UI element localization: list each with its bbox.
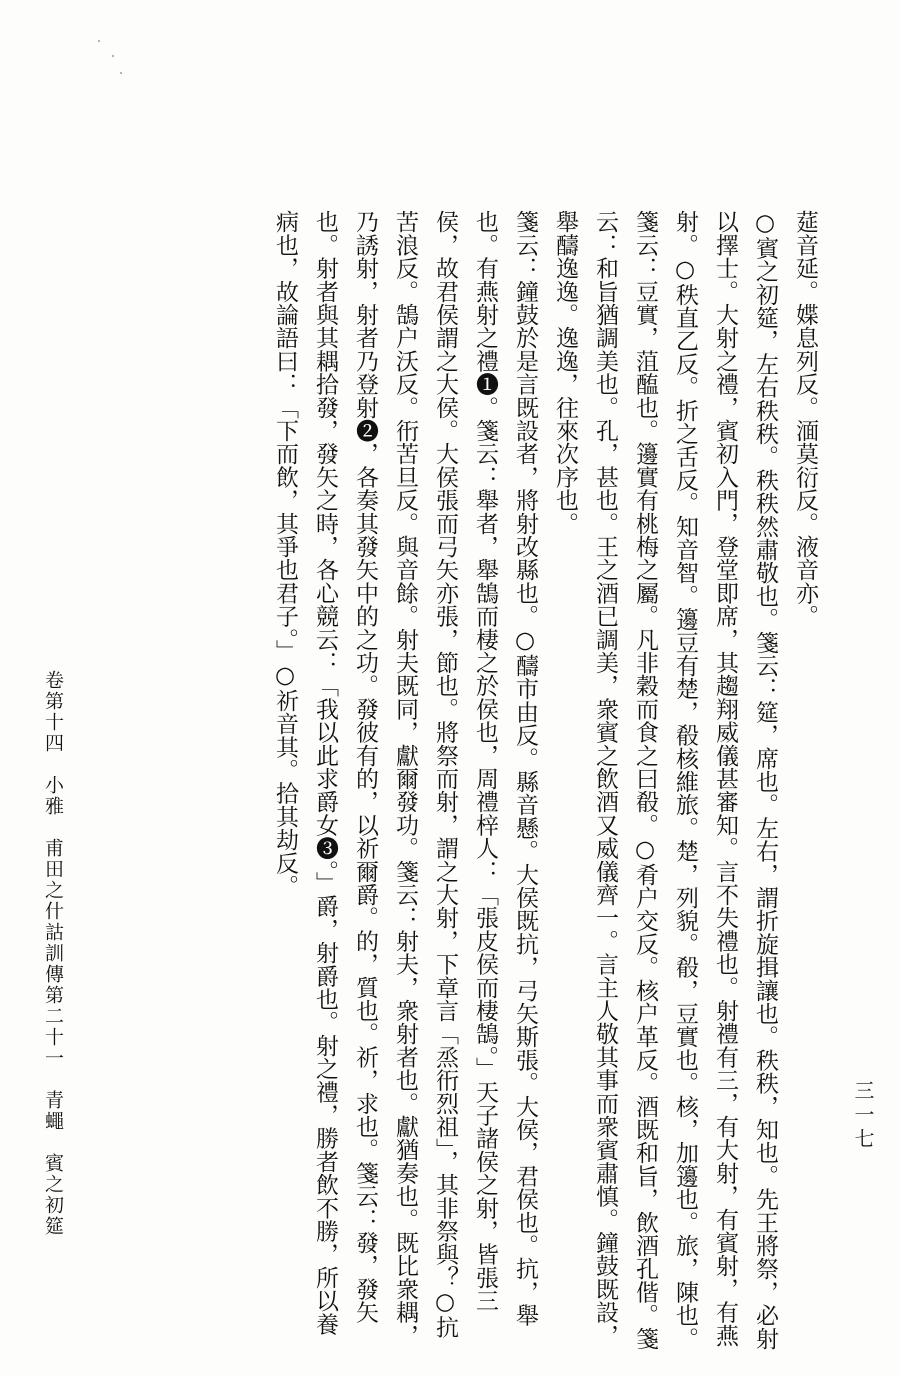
paragraph-1: 莚音延。媟息列反。湎莫衍反。液音亦。 (792, 210, 818, 628)
main-text-block (105, 210, 825, 1350)
scan-speck (120, 72, 122, 74)
paragraph-2: ○賓之初筵，左右秩秩。秩秩然肅敬也。箋云：筵，席也。左右，謂折旋揖讓也。秩秩，知也。先王將祭，必射以擇士。大射之禮，賓初入門，登堂即席，其趨翔威儀甚審知。言不失禮也。射禮有三，有大射，有賓射，有燕射。○秩直乙反。折之舌反。知音智。籩豆有楚，殽核維旅。楚，列貌。殽，豆實也。核，加籩也。旅，陳也。箋云：豆實，菹醢也。籩實有桃梅之屬。凡非穀而食之曰殽。○肴户交反。核户革反。酒既和旨，飲酒孔偕。箋云：和旨猶調美也。孔，甚也。王之酒已調美，衆賓之飲酒又威儀齊一。言主人敬其事而衆賓肅慎。鐘鼓既設，舉醻逸逸。逸逸，往來次序也。 (552, 210, 778, 1350)
page-number: 三一七 (851, 1080, 875, 1152)
scan-speck (112, 55, 114, 57)
paragraph-3: 箋云：鐘鼓於是言既設者，將射改縣也。○醻市由反。縣音懸。大侯既抗，弓矢斯張。大侯，君侯也。抗，舉也。有燕射之禮❶。箋云：舉者，舉鵠而棲之於侯也，周禮梓人：「張皮侯而棲鵠。」天子諸侯之射，皆張三侯，故君侯謂之大侯。大侯張而弓矢亦張，節也。將祭而射，謂之大射，下章言「烝衎烈祖」，其非祭與？○抗苦浪反。鵠户沃反。衎苦旦反。與音餘。射夫既同，獻爾發功。箋云：射夫，衆射者也。獻猶奏也。既比衆耦，乃誘射，射者乃登射❷，各奏其發矢中的之功。發彼有的，以祈爾爵。的，質也。祈，求也。箋云：發，發矢也。射者與其耦拾發，發矢之時，各心競云：「我以此求爵女❸。」爵，射爵也。射之禮，勝者飲不勝，所以養病也，故論語曰：「下而飲，其爭也君子。」○祈音其。拾其劫反。 (272, 210, 538, 1347)
scan-speck (98, 40, 100, 42)
running-header: 卷第十四 小雅 甫田之什詁訓傳第二十一 青蠅 賓之初筵 (42, 670, 64, 1237)
